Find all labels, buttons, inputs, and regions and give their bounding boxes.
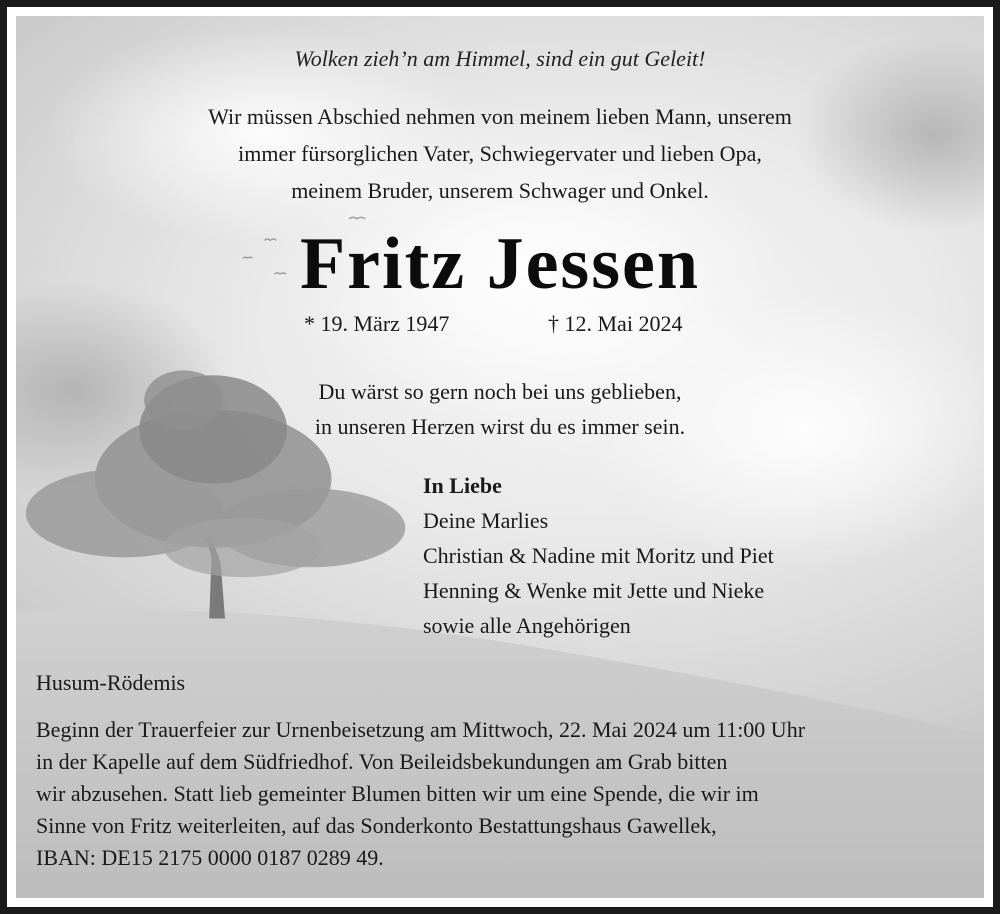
notice-line: Sinne von Fritz weiterleiten, auf das Sonderkonto Bestattungshaus Gawellek, bbox=[36, 813, 717, 838]
notice-line: Beginn der Trauerfeier zur Urnenbeisetzung am Mittwoch, 22. Mai 2024 um 11:00 Uhr bbox=[36, 717, 806, 742]
verse-line: in unseren Herzen wirst du es immer sein. bbox=[314, 414, 686, 439]
notice-line: IBAN: DE15 2175 0000 0187 0289 49. bbox=[36, 845, 384, 870]
obituary-card bbox=[14, 14, 986, 900]
intro-line: meinem Bruder, unserem Schwager und Onkel. bbox=[291, 178, 709, 203]
death-date: † 12. Mai 2024 bbox=[548, 311, 683, 336]
signoff-line: Christian & Nadine mit Moritz und Piet bbox=[423, 543, 774, 568]
signoff-line: Henning & Wenke mit Jette und Nieke bbox=[423, 578, 765, 603]
notice-line: wir abzusehen. Statt lieb gemeinter Blumen bitten wir um eine Spende, die wir im bbox=[36, 781, 759, 806]
intro-text bbox=[16, 98, 984, 209]
signoff-heading: In Liebe bbox=[423, 473, 502, 498]
verse bbox=[16, 374, 984, 444]
funeral-notice bbox=[36, 714, 986, 874]
motto: Wolken zieh’n am Himmel, sind ein gut Geleit! bbox=[294, 46, 706, 71]
deceased-name: Fritz Jessen bbox=[299, 223, 701, 305]
notice-line: in der Kapelle auf dem Südfriedhof. Von Beileidsbekundungen am Grab bitten bbox=[36, 749, 728, 774]
birth-date: * 19. März 1947 bbox=[304, 311, 450, 336]
signoff-line: Deine Marlies bbox=[423, 508, 549, 533]
intro-line: immer fürsorglichen Vater, Schwiegervater und lieben Opa, bbox=[238, 141, 762, 166]
intro-line: Wir müssen Abschied nehmen von meinem lieben Mann, unserem bbox=[208, 104, 792, 129]
signoff-line: sowie alle Angehörigen bbox=[423, 613, 631, 638]
signoff bbox=[423, 468, 774, 643]
place-name: Husum-Rödemis bbox=[36, 670, 186, 695]
verse-line: Du wärst so gern noch bei uns geblieben, bbox=[318, 379, 682, 404]
